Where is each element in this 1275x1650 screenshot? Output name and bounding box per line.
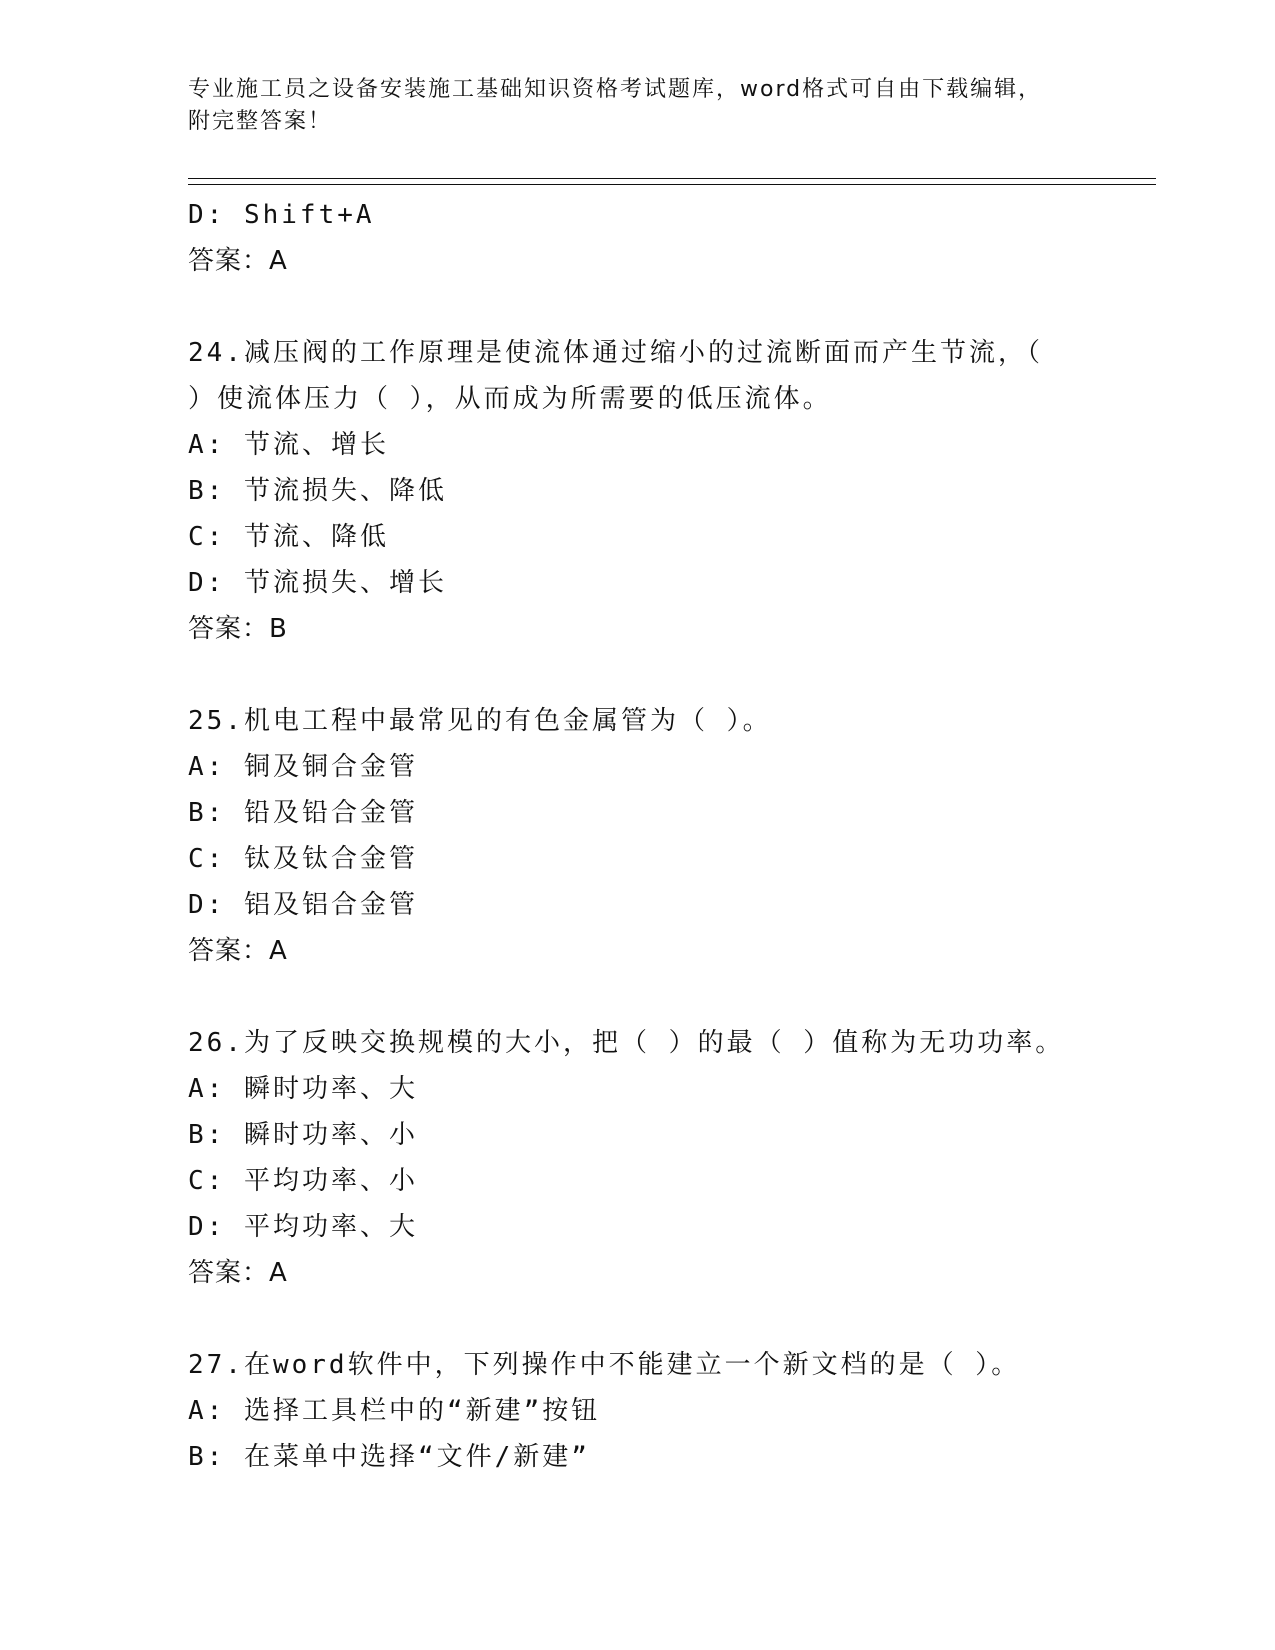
option-b: B: 瞬时功率、小 [188,1120,418,1150]
question-24 [188,330,1158,652]
option-a: A: 铜及铜合金管 [188,752,418,782]
option-d: D: 平均功率、大 [188,1212,418,1242]
previous-question-tail [188,192,1158,284]
header-title-line-1: 专业施工员之设备安装施工基础知识资格考试题库，word格式可自由下载编辑， [188,77,1043,102]
option-d: D: 节流损失、增长 [188,568,447,598]
header-divider-bottom [188,184,1156,185]
option-c: C: 平均功率、小 [188,1166,418,1196]
question-list [188,192,1158,1480]
question-stem: 27.在word软件中，下列操作中不能建立一个新文档的是（ ）。 [188,1350,1021,1380]
answer-line: 答案：A [188,1258,288,1288]
answer-line: 答案：A [188,246,288,276]
question-26 [188,1020,1158,1296]
option-c: C: 钛及钛合金管 [188,844,418,874]
option-d: D: 铝及铝合金管 [188,890,418,920]
option-b: B: 在菜单中选择“文件/新建” [188,1442,590,1472]
option-a: A: 瞬时功率、大 [188,1074,418,1104]
question-25 [188,698,1158,974]
option-b: B: 铅及铅合金管 [188,798,418,828]
question-27 [188,1342,1158,1480]
option-c: C: 节流、降低 [188,522,389,552]
document-header [188,74,1168,138]
header-title-line-2: 附完整答案！ [188,109,333,134]
option-b: B: 节流损失、降低 [188,476,447,506]
question-stem-continued: ）使流体压力（ ），从而成为所需要的低压流体。 [188,384,832,414]
option-d: D: Shift+A [188,200,375,230]
answer-line: 答案：B [188,614,288,644]
question-stem: 25.机电工程中最常见的有色金属管为（ ）。 [188,706,772,736]
option-a: A: 节流、增长 [188,430,389,460]
question-stem: 26.为了反映交换规模的大小，把（ ）的最（ ）值称为无功功率。 [188,1028,1065,1058]
header-divider-top [188,178,1156,179]
answer-line: 答案：A [188,936,288,966]
question-stem: 24.减压阀的工作原理是使流体通过缩小的过流断面而产生节流，（ [188,338,1043,368]
option-a: A: 选择工具栏中的“新建”按钮 [188,1396,601,1426]
